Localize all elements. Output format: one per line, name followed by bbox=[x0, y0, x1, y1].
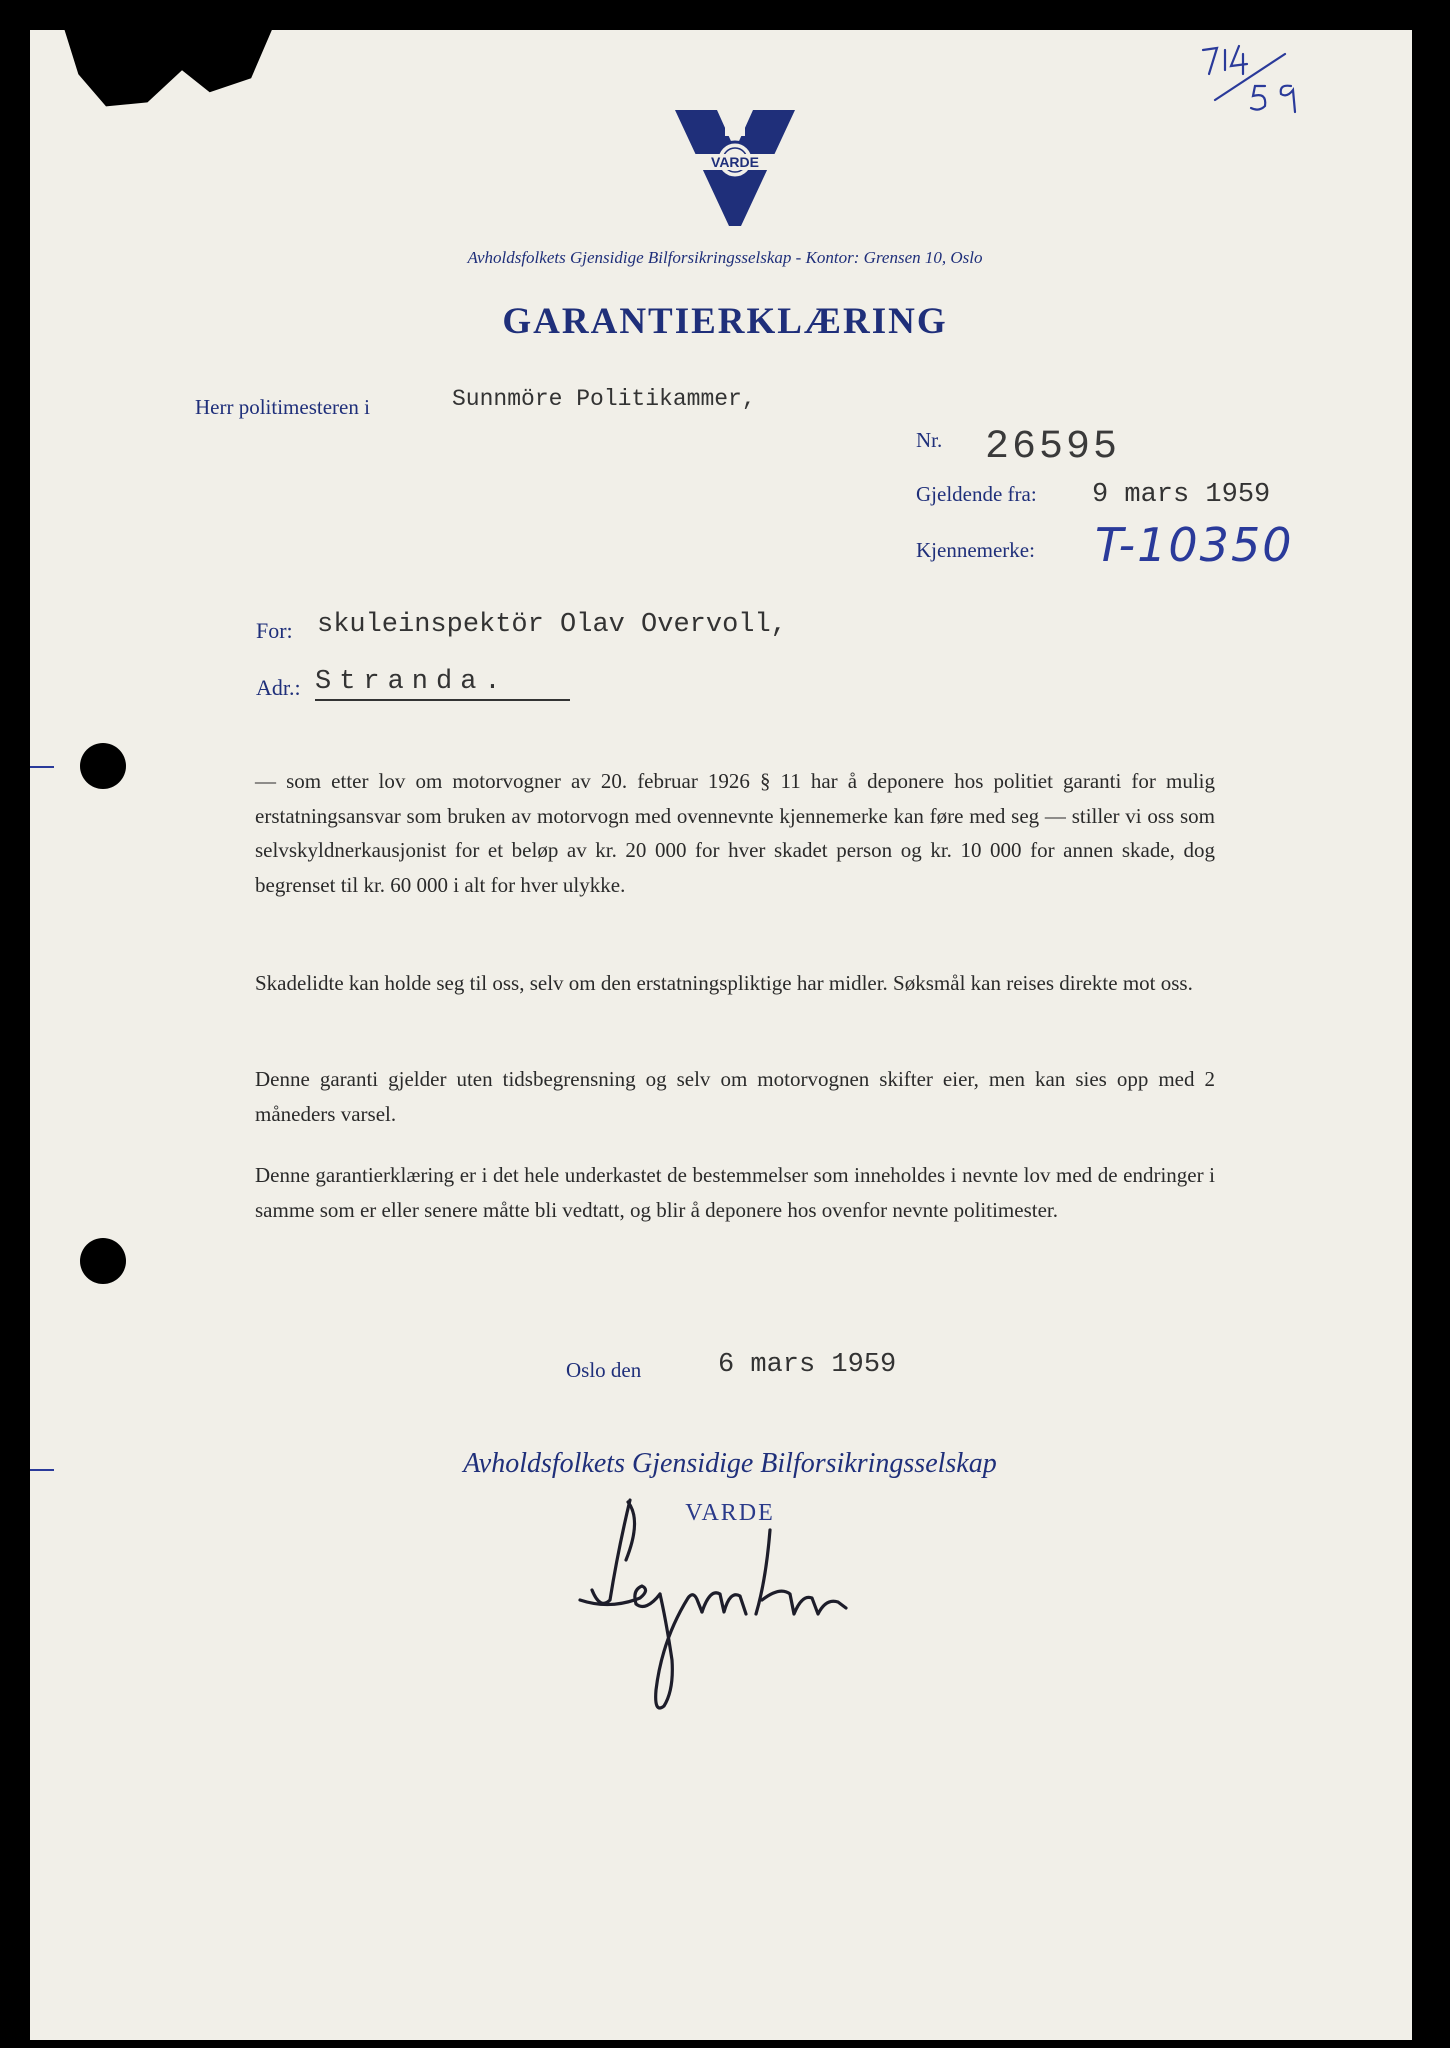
insured-label: For: bbox=[256, 618, 293, 643]
body-paragraph-1: — som etter lov om motorvogner av 20. februar 1926 § 11 har å deponere hos politiet garanti for mulig erstatningsansvar som bruken av motorvogn med ovennevnte kjennemerke kan føre med seg — stiller vi oss som selvskyldnerkausjonist for et beløp av kr. 20 000 for hver skadet person og kr. 10 000 for annen skade, dog begrenset til kr. 60 000 i alt for hver ulykke. bbox=[255, 769, 1215, 897]
margin-mark bbox=[30, 766, 54, 768]
registration-value-handwritten: T-10350 bbox=[1095, 518, 1294, 572]
address-label: Adr.: bbox=[256, 675, 301, 700]
recipient-value: Sunnmöre Politikammer, bbox=[452, 386, 756, 412]
insured-value: skuleinspektör Olav Overvoll, bbox=[317, 610, 787, 640]
signing-date: 6 mars 1959 bbox=[718, 1350, 897, 1380]
body-paragraph-3: Denne garanti gjelder uten tidsbegrensning og selv om motorvognen skifter eier, men kan sies opp med 2 måneders varsel. bbox=[255, 1067, 1215, 1126]
handwritten-signature bbox=[570, 1490, 950, 1720]
signature-company: Avholdsfolkets Gjensidige Bilforsikringsselskap bbox=[463, 1448, 997, 1479]
company-address-line: Avholdsfolkets Gjensidige Bilforsikringsselskap - Kontor: Grensen 10, Oslo bbox=[467, 248, 983, 267]
number-value: 26595 bbox=[985, 425, 1121, 470]
signature-company-short: VARDE bbox=[685, 1500, 775, 1526]
place-label: Oslo den bbox=[566, 1358, 642, 1382]
archive-mark-handwritten bbox=[1195, 40, 1315, 120]
valid-from-value: 9 mars 1959 bbox=[1092, 480, 1271, 510]
punch-hole bbox=[80, 743, 126, 789]
document-title: GARANTIERKLÆRING bbox=[502, 301, 948, 342]
valid-from-label: Gjeldende fra: bbox=[916, 482, 1037, 506]
registration-label: Kjennemerke: bbox=[916, 538, 1035, 562]
varde-logo bbox=[675, 110, 795, 226]
number-label: Nr. bbox=[916, 428, 943, 452]
body-paragraph-4: Denne garantierklæring er i det hele underkastet de bestemmelser som inneholdes i nevnte lov med de endringer i samme som er eller senere måtte bli vedtatt, og blir å deponere hos ovenfor nevnte politimester. bbox=[255, 1163, 1215, 1222]
recipient-label: Herr politimesteren i bbox=[195, 395, 370, 419]
punch-hole bbox=[80, 1238, 126, 1284]
body-paragraph-2: Skadelidte kan holde seg til oss, selv om den erstatningspliktige har midler. Søksmål kan reises direkte mot oss. bbox=[255, 971, 1193, 995]
address-value: Stranda. bbox=[315, 667, 570, 701]
margin-mark bbox=[30, 1469, 54, 1471]
svg-text:VARDE: VARDE bbox=[711, 154, 759, 170]
